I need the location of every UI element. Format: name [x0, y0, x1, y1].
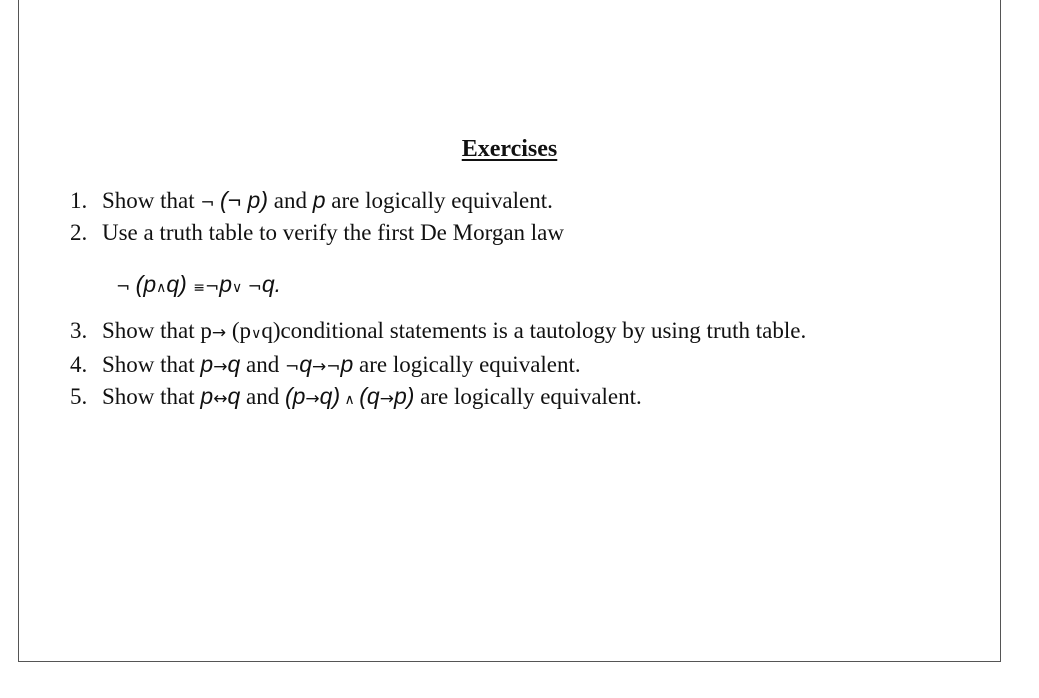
implies-symbol: →	[312, 357, 327, 377]
exercise-text: Show that	[102, 384, 201, 409]
math-expression: p)	[393, 383, 415, 409]
and-symbol: ∧	[156, 280, 167, 296]
math-expression: q)	[319, 383, 341, 409]
implies-symbol: →	[305, 389, 320, 409]
exercise-text: and	[240, 384, 285, 409]
page-title: Exercises	[461, 136, 558, 162]
math-expression: (¬ p)	[220, 187, 268, 213]
exercise-number: 5.	[70, 384, 88, 409]
negation-symbol: ¬	[242, 277, 262, 297]
exercise-4	[70, 350, 581, 381]
math-variable: q	[227, 383, 241, 409]
math-expression: (p	[135, 271, 157, 297]
exercise-5	[70, 382, 642, 414]
exercise-text: are logically equivalent.	[414, 384, 642, 409]
math-variable: p	[312, 187, 326, 213]
exercise-text: are logically equivalent.	[325, 188, 553, 213]
negation-symbol: ¬	[116, 277, 136, 297]
implies-symbol: →	[379, 389, 394, 409]
implies-symbol: →	[213, 357, 228, 377]
math-variable: q	[299, 351, 312, 377]
or-symbol: ∨	[231, 280, 243, 296]
exercise-text: Show that	[102, 188, 201, 213]
and-symbol: ∧	[340, 392, 360, 408]
math-variable: p	[200, 351, 214, 377]
exercise-text: Show that	[102, 352, 201, 377]
math-expression: q)	[166, 271, 194, 297]
implies-symbol: →	[211, 323, 227, 343]
negation-symbol: ¬	[326, 357, 341, 377]
math-variable: p	[200, 383, 214, 409]
de-morgan-formula	[116, 270, 281, 302]
negation-symbol: ¬	[204, 277, 220, 297]
math-variable: p	[340, 351, 354, 377]
exercise-text: are logically equivalent.	[353, 352, 581, 377]
exercise-text: and	[240, 352, 285, 377]
exercise-text: and	[267, 188, 313, 213]
exercise-text: Show that p	[102, 318, 212, 343]
exercise-text: Use a truth table to verify the first De Morgan law	[102, 220, 564, 245]
exercise-1	[70, 186, 553, 217]
math-expression: q.	[261, 271, 282, 297]
exercise-2	[70, 219, 564, 247]
math-variable: q	[227, 351, 241, 377]
exercise-number: 1.	[70, 188, 88, 213]
exercise-number: 3.	[70, 318, 88, 343]
math-expression: (p	[284, 383, 306, 409]
biconditional-symbol: ↔	[213, 389, 228, 409]
or-symbol: ∨	[251, 326, 262, 342]
math-expression: (q	[359, 383, 380, 409]
negation-symbol: ¬	[200, 193, 221, 213]
exercise-3	[70, 317, 806, 348]
exercise-text: (p	[226, 318, 252, 343]
negation-symbol: ¬	[284, 357, 300, 377]
equivalence-symbol: ≡	[193, 280, 205, 296]
exercise-text: q)conditional statements is a tautology by using truth table.	[261, 318, 807, 343]
math-variable: p	[219, 271, 232, 297]
exercise-number: 2.	[70, 220, 88, 245]
exercise-number: 4.	[70, 352, 88, 377]
